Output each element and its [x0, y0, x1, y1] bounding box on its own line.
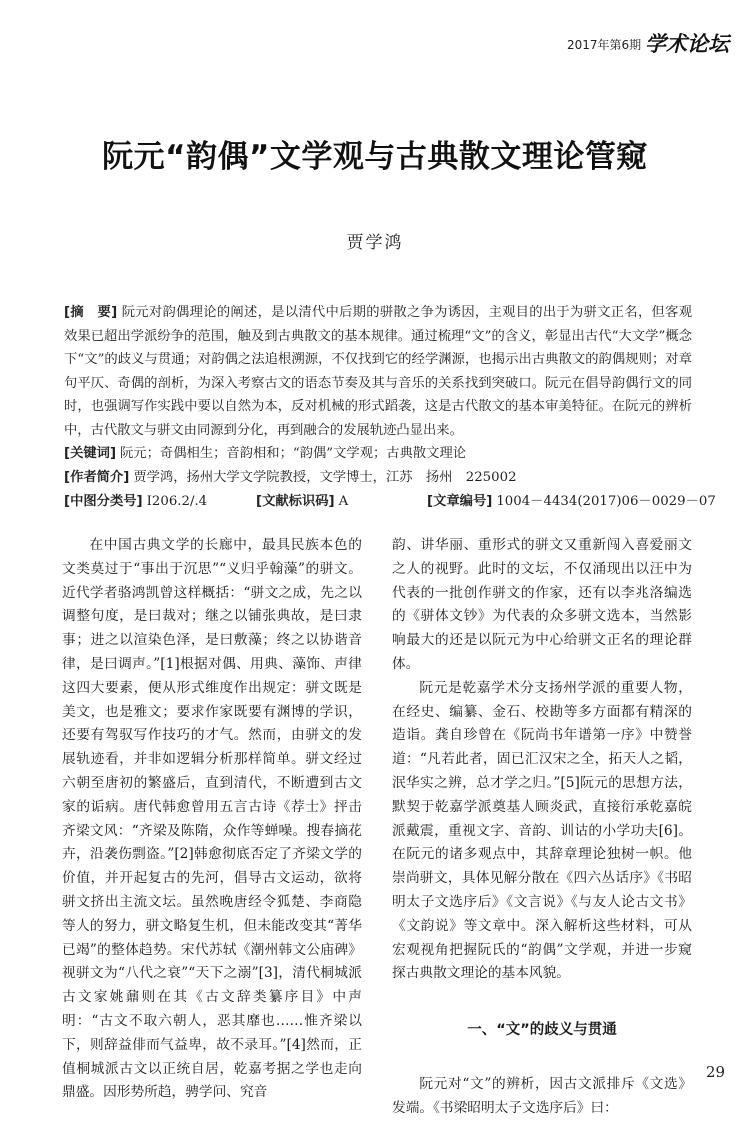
body-paragraph: 在中国古典文学的长廊中，最具民族本色的文类莫过于“事出于沉思”“义归乎翰藻”的骈文。近代学者骆鸿凯曾这样概括：“骈文之成，先之以调整句度，是曰裁对；继之以铺张典故，是曰隶事；进之以渲染色泽，是曰敷藻；终之以协谐音律，是曰调声。”[1]根据对偶、用典、藻饰、声律这四大要素，便从形式维度作出规定：骈文既是美文，也是雅文；要求作家既要有渊博的学识，还要有驾驭写作技巧的才气。然而，由骈文的发展轨迹看，并非如逻辑分析那样简单。骈文经过六朝至唐初的繁盛后，直到清代，不断遭到古文家的诟病。唐代韩愈曾用五言古诗《荐士》抨击齐梁文风：“齐梁及陈隋，众作等蝉噪。搜春摘花卉，沿袭伤剽盗。”[2]韩愈彻底否定了齐梁文学的价值，并开起复古的先河，倡导古文运动，欲将骈文挤出主流文坛。虽然晚唐经令狐楚、李商隐等人的努力，骈文略复生机，但未能改变其“菁华已竭”的整体趋势。宋代苏轼《潮州韩文公庙碑》视骈文为“八代之衰”“天下之溺”[3]，清代桐城派古文家姚鼐则在其《古文辞类纂序目》中声明：“古文不取六朝人，恶其靡也……惟齐梁以下，则辞益俳而气益卑，故不录耳。”[4]然而，正值桐城派古文以正统自居，乾嘉考据之学也走向鼎盛。因形势所趋，骋学问、究音	[62, 537, 362, 1101]
page-number: 29	[706, 1063, 726, 1081]
article-number	[427, 490, 716, 509]
article-number-value: 1004－4434(2017)06－0029－07	[496, 494, 716, 509]
article-title: 阮元“韵偶”文学观与古典散文理论管窥	[102, 139, 648, 175]
author-info-label: [作者简介]	[64, 470, 130, 485]
journal-logo: 学术论坛	[645, 31, 729, 56]
body-paragraph-continued: 韵、讲华丽、重形式的骈文又重新闯入喜爱丽文之人的视野。此时的文坛，不仅涌现出以汪中为代表的一批创作骈文的作家，还有以李兆洛编选的《骈体文钞》为代表的众多骈文选本，当然影响最大的还是以阮元为中心给骈文正名的理论群体。	[392, 537, 692, 672]
clc-label: [中图分类号]	[64, 494, 143, 509]
keywords	[64, 442, 692, 461]
body-paragraph: 阮元对“文”的辨析，因古文派排斥《文选》发端。《书梁昭明太子文选序后》曰：	[392, 1075, 692, 1116]
abstract-text: 阮元对韵偶理论的阐述，是以清代中后期的骈散之争为诱因，主观目的出于为骈文正名，但客观效果已超出学派纷争的范围，触及到古典散文的基本规律。通过梳理“文”的含义，彰显出古代“大文学”概念下“文”的歧义与贯通；对韵偶之法追根溯源，不仅找到它的经学渊源，也揭示出古典散文的韵偶规则；对章句平仄、奇偶的剖析，为深入考察古文的语态节奏及其与音乐的关系找到突破口。阮元在倡导韵偶行文的同时，也强调写作实践中要以自然为本，反对机械的形式蹈袭，这是古代散文的基本审美特征。在阮元的辨析中，古代散文与骈文由同源到分化，再到融合的发展轨迹凸显出来。	[64, 305, 692, 438]
keywords-text: 阮元；奇偶相生；音韵相和；“韵偶”文学观；古典散文理论	[120, 446, 467, 461]
abstract	[64, 301, 692, 443]
author-info	[64, 466, 692, 485]
body-paragraph: 阮元是乾嘉学术分支扬州学派的重要人物，在经史、编纂、金石、校勘等多方面都有精深的造诣。龚自珍曾在《阮尚书年谱第一序》中赞誉道：“凡若此者，固已汇汉宋之全，拓天人之韬，泯华实之辨，总才学之归。”[5]阮元的思想方法，默契于乾嘉学派奠基人顾炎武，直接衍承乾嘉皖派戴震，重视文字、音韵、训诂的小学功夫[6]。在阮元的诸多观点中，其辞章理论独树一帜。他崇尚骈文，具体见解分散在《四六丛话序》《书昭明太子文选序后》《文言说》《与友人论古文书》《文韵说》等文章中。深入解析这些材料，可从宏观视角把握阮氏的“韵偶”文学观，并进一步窥探古典散文理论的基本风貌。	[392, 679, 692, 982]
author-info-text: 贾学鸿，扬州大学文学院教授，文学博士，江苏 扬州 225002	[133, 470, 517, 485]
journal-issue: 2017年第6期	[567, 38, 642, 52]
doc-value: A	[338, 494, 349, 509]
abstract-label: [摘 要]	[64, 305, 118, 320]
doc-label: [文献标识码]	[256, 494, 335, 509]
clc-code	[64, 490, 207, 509]
keywords-label: [关键词]	[64, 446, 117, 461]
doc-code	[256, 490, 348, 509]
clc-value: I206.2/.4	[146, 494, 208, 509]
section-heading: 一、“文”的歧义与贯通	[467, 1022, 617, 1039]
article-number-label: [文章编号]	[427, 494, 493, 509]
article-author: 贾学鸿	[346, 233, 404, 253]
body-left-column	[62, 534, 362, 1105]
body-right-column	[392, 534, 692, 1121]
